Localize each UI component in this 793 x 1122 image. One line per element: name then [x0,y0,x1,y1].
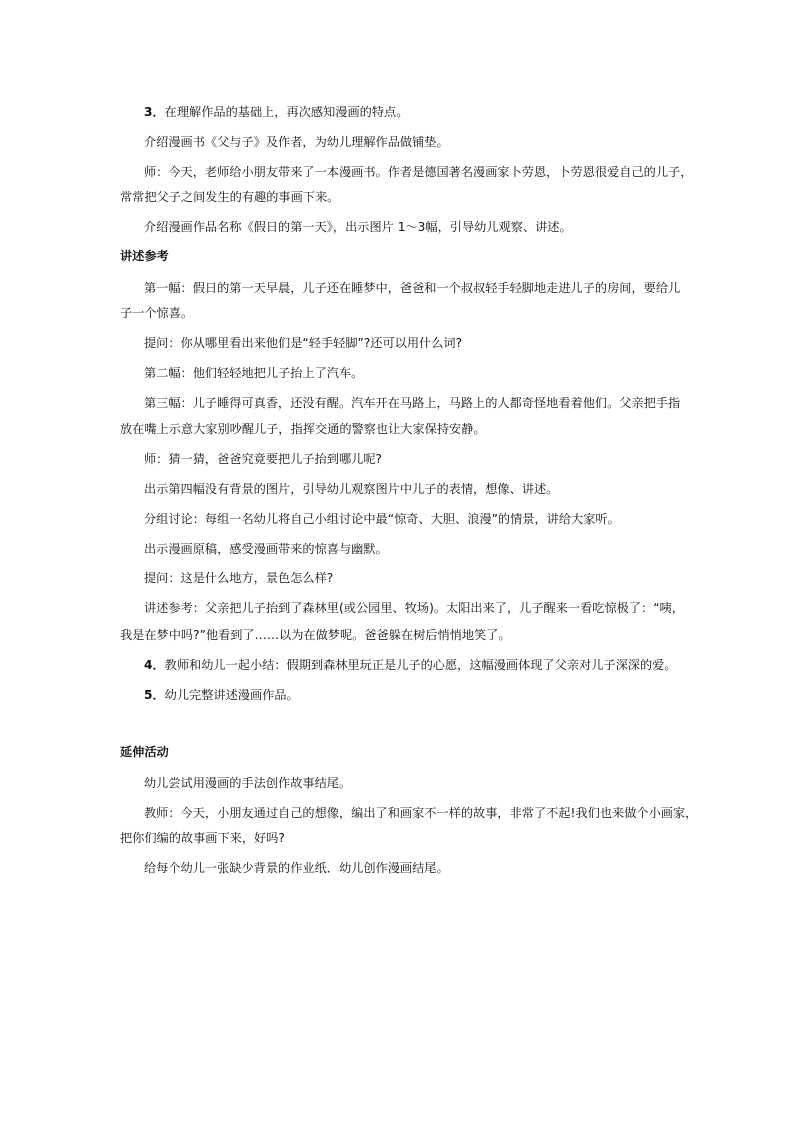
paragraph-panel-3-line-2: 放在嘴上示意大家别吵醒儿子，指挥交通的警察也让大家保持安静。 [120,422,486,436]
paragraph-panel-1-line-2: 子一个惊喜。 [120,306,194,320]
step-4 [144,657,677,673]
paragraph-intro-title: 介绍漫画作品名称《假日的第一天》，出示图片 1～3幅，引导幼儿观察、讲述。 [144,220,572,234]
paragraph-group-discussion: 分组讨论：每组一名幼儿将自己小组讨论中最“惊奇、大胆、浪漫”的情景，讲给大家听。 [144,512,620,526]
step-3 [144,104,408,120]
step-number: 5． [144,688,165,702]
paragraph-intro-book: 介绍漫画书《父与子》及作者，为幼儿理解作品做铺垫。 [144,135,449,149]
paragraph-panel-1-line-1: 第一幅：假日的第一天早晨，儿子还在睡梦中，爸爸和一个叔叔轻手轻脚地走进儿子的房间，要给儿 [144,281,681,295]
paragraph-question-1: 提问：你从哪里看出来他们是“轻手轻脚”?还可以用什么词? [144,336,463,350]
paragraph-extension-teacher-line-1: 教师：今天，小朋友通过自己的想像，编出了和画家不一样的故事，非常了不起!我们也来做个小画家， [144,806,698,820]
paragraph-teacher-line-2: 常常把父子之间发生的有趣的事画下来。 [120,190,340,204]
section-heading-extension: 延伸活动 [120,745,169,759]
paragraph-teacher-line-1: 师：今天，老师给小朋友带来了一本漫画书。作者是德国著名漫画家卜劳恩，卜劳恩很爱自己的儿子， [144,165,693,179]
paragraph-original: 出示漫画原稿，感受漫画带来的惊喜与幽默。 [144,542,388,556]
step-text: 在理解作品的基础上，再次感知漫画的特点。 [164,105,409,119]
section-heading-reference: 讲述参考 [120,249,169,263]
paragraph-question-2: 提问：这是什么地方，景色怎么样? [144,571,334,585]
step-text: 幼儿完整讲述漫画作品。 [164,688,299,702]
paragraph-reference-2-line-2: 我是在梦中吗?”他看到了……以为在做梦呢。爸爸躲在树后悄悄地笑了。 [120,628,511,642]
paragraph-reference-2-line-1: 讲述参考：父亲把儿子抬到了森林里(或公园里、牧场)。太阳出来了，儿子醒来一看吃惊极了：“咦， [144,601,684,615]
step-number: 4． [144,658,165,672]
step-number: 3． [144,105,165,119]
step-text: 教师和幼儿一起小结：假期到森林里玩正是儿子的心愿，这幅漫画体现了父亲对儿子深深的爱。 [164,658,677,672]
paragraph-panel-2: 第二幅：他们轻轻地把儿子抬上了汽车。 [144,366,364,380]
step-5 [144,687,299,703]
paragraph-extension-last: 给每个幼儿一张缺少背景的作业纸．幼儿创作漫画结尾。 [144,861,449,875]
paragraph-extension-1: 幼儿尝试用漫画的手法创作故事结尾。 [144,776,352,790]
paragraph-panel-3-line-1: 第三幅：儿子睡得可真香，还没有醒。汽车开在马路上，马路上的人都奇怪地看着他们。父亲把手指 [144,396,681,410]
paragraph-panel-4: 出示第四幅没有背景的图片，引导幼儿观察图片中儿子的表情，想像、讲述。 [144,482,559,496]
paragraph-extension-teacher-line-2: 把你们编的故事画下来，好吗? [120,831,285,845]
paragraph-teacher-guess: 师：猜一猜，爸爸究竟要把儿子抬到哪儿呢? [144,452,383,466]
